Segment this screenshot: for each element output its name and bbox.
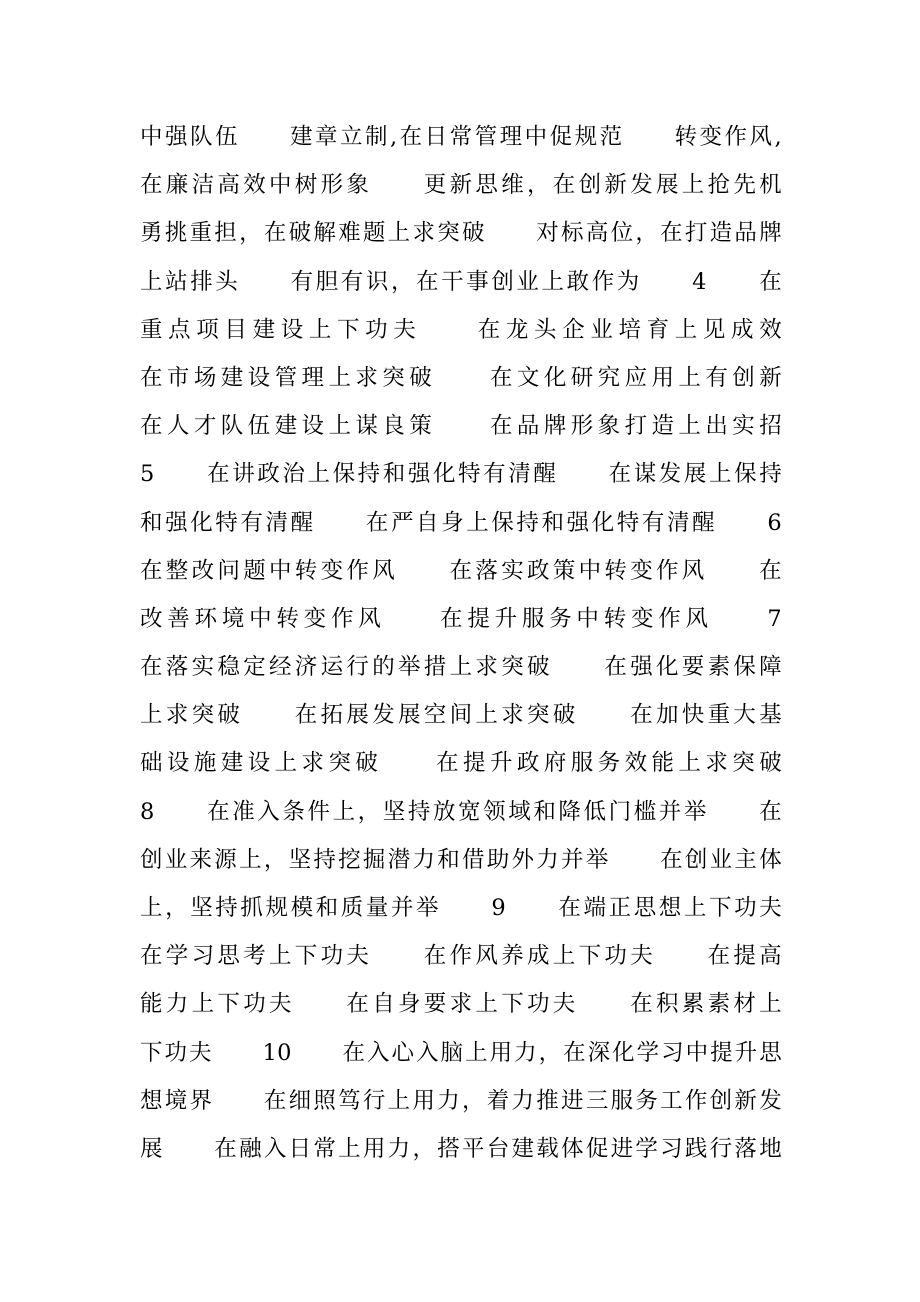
text-line-12: 在落实稳定经济运行的举措上求突破 在强化要素保障 <box>140 654 782 681</box>
text-line-10: 在整改问题中转变作风 在落实政策中转变作风 在 <box>140 557 782 584</box>
text-line-1: 中强队伍 建章立制,在日常管理中促规范 转变作风, <box>140 124 782 150</box>
text-line-20: 下功夫 10 在入心入脑上用力，在深化学习中提升思 <box>140 1039 782 1066</box>
text-line-19: 能力上下功夫 在自身要求上下功夫 在积累素材上 <box>140 991 782 1018</box>
text-line-9: 和强化特有清醒 在严自身上保持和强化特有清醒 6 <box>140 509 782 536</box>
text-line-7: 在人才队伍建设上谋良策 在品牌形象打造上出实招 <box>140 413 782 440</box>
text-line-13: 上求突破 在拓展发展空间上求突破 在加快重大基 <box>140 702 782 729</box>
text-line-15: 8 在准入条件上，坚持放宽领域和降低门槛并举 在 <box>140 798 782 825</box>
body-text <box>140 113 782 1173</box>
text-line-5: 重点项目建设上下功夫 在龙头企业培育上见成效 <box>140 316 782 343</box>
text-line-21: 想境界 在细照笃行上用力，着力推进三服务工作创新发 <box>140 1087 782 1114</box>
text-line-2: 在廉洁高效中树形象 更新思维，在创新发展上抢先机 <box>140 172 782 199</box>
text-line-17: 上，坚持抓规模和质量并举 9 在端正思想上下功夫 <box>140 895 782 921</box>
text-line-11: 改善环境中转变作风 在提升服务中转变作风 7 <box>140 605 782 632</box>
text-line-8: 5 在讲政治上保持和强化特有清醒 在谋发展上保持 <box>140 461 782 488</box>
text-line-6: 在市场建设管理上求突破 在文化研究应用上有创新 <box>140 364 782 391</box>
text-line-16: 创业来源上，坚持挖掘潜力和借助外力并举 在创业主体 <box>140 846 782 873</box>
text-line-18: 在学习思考上下功夫 在作风养成上下功夫 在提高 <box>140 943 782 970</box>
text-line-14: 础设施建设上求突破 在提升政府服务效能上求突破 <box>140 750 782 777</box>
text-line-3: 勇挑重担，在破解难题上求突破 对标高位，在打造品牌 <box>140 220 782 247</box>
text-line-22: 展 在融入日常上用力，搭平台建载体促进学习践行落地 <box>140 1135 782 1162</box>
text-line-4: 上站排头 有胆有识，在干事创业上敢作为 4 在 <box>140 268 782 295</box>
